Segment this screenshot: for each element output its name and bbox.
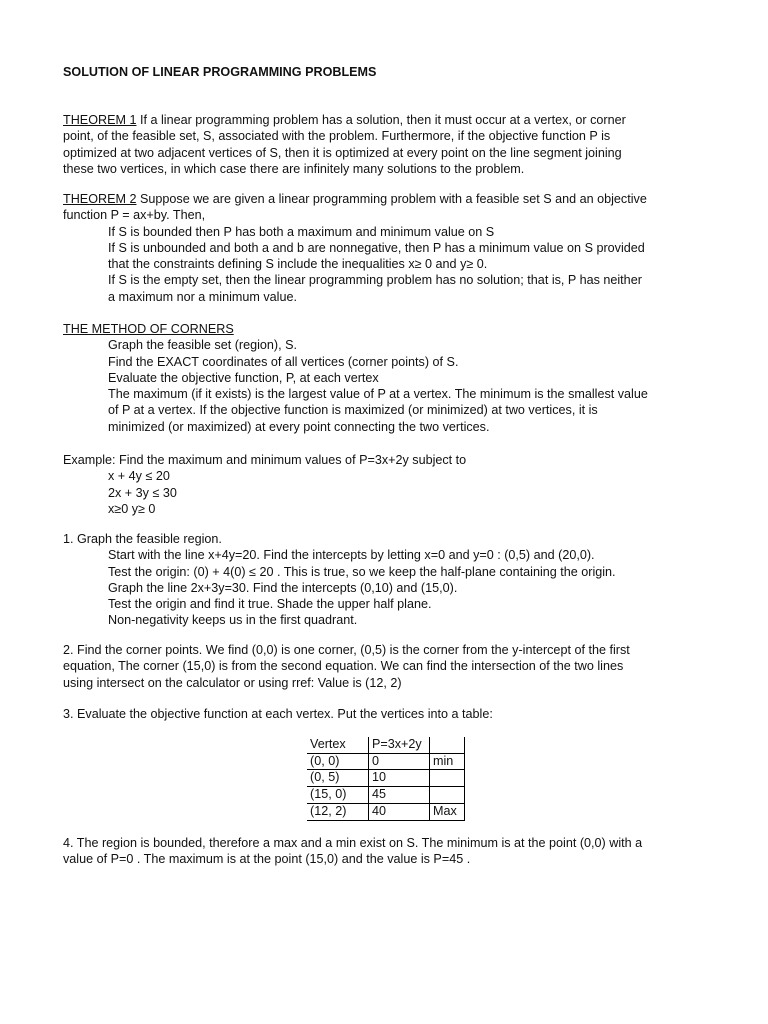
theorem-2-line: THEOREM 2 Suppose we are given a linear programming problem with a feasible set S and an objective [63, 192, 647, 206]
table-row [307, 753, 465, 770]
table-cell: Max [430, 803, 465, 820]
step-1 [63, 531, 713, 629]
step-2 [63, 642, 713, 691]
step-2-line: equation, The corner (15,0) is from the second equation. We can find the intersection of the two lines [63, 659, 624, 674]
theorem-1-line: THEOREM 1 If a linear programming problem has a solution, then it must occur at a vertex, or corner [63, 113, 626, 127]
table-cell [430, 787, 465, 804]
table-row [307, 770, 465, 787]
step-1-heading: 1. Graph the feasible region. [63, 532, 222, 546]
step-1-item: Test the origin: (0) + 4(0) ≤ 20 . This is true, so we keep the half-plane containing the origin. [108, 564, 616, 579]
theorem-1-line: point, of the feasible set, S, associated with the problem. Furthermore, if the objective function P is [63, 129, 611, 144]
theorem-2-item: that the constraints defining S include the inequalities x≥ 0 and y≥ 0. [108, 257, 488, 272]
table-cell: (0, 5) [307, 770, 369, 787]
theorem-1-line: these two vertices, in which case there are infinitely many solutions to the problem. [63, 161, 525, 176]
method-item: Evaluate the objective function, P, at each vertex [108, 370, 379, 385]
table-cell: min [430, 753, 465, 770]
table-cell [430, 770, 465, 787]
example-intro: Example: Find the maximum and minimum values of P=3x+2y subject to [63, 453, 467, 467]
example-constraint: x≥0 y≥ 0 [108, 501, 156, 516]
method-item: The maximum (if it exists) is the largest value of P at a vertex. The minimum is the smallest value [108, 387, 648, 402]
theorem-2-heading: THEOREM 2 [63, 192, 137, 206]
method-item: Graph the feasible set (region), S. [108, 338, 298, 353]
step-4-line: 4. The region is bounded, therefore a max and a min exist on S. The minimum is at the point (0,0) with a [63, 836, 643, 850]
step-1-item: Start with the line x+4y=20. Find the intercepts by letting x=0 and y=0 : (0,5) and (20,0). [108, 548, 595, 563]
example-constraint: 2x + 3y ≤ 30 [108, 485, 177, 500]
table-cell: 40 [369, 803, 430, 820]
table-row [307, 787, 465, 804]
step-2-line: using intersect on the calculator or using rref: Value is (12, 2) [63, 675, 402, 690]
table-header-row [307, 737, 465, 753]
table-cell: (12, 2) [307, 803, 369, 820]
table-cell: 45 [369, 787, 430, 804]
table-cell: 10 [369, 770, 430, 787]
method-item: Find the EXACT coordinates of all vertices (corner points) of S. [108, 354, 459, 369]
theorem-1 [63, 112, 713, 177]
table-header-cell: Vertex [307, 737, 369, 753]
theorem-2-line: function P = ax+by. Then, [63, 208, 206, 223]
step-1-item: Non-negativity keeps us in the first quadrant. [108, 613, 358, 628]
step-3 [63, 706, 713, 722]
theorem-2-item: If S is bounded then P has both a maximum and minimum value on S [108, 224, 495, 239]
theorem-2-item: If S is the empty set, then the linear programming problem has no solution; that is, P has neither [108, 273, 642, 288]
vertex-table [307, 737, 465, 821]
page-title: SOLUTION OF LINEAR PROGRAMMING PROBLEMS [63, 65, 377, 79]
table-cell: (15, 0) [307, 787, 369, 804]
step-4-line: value of P=0 . The maximum is at the point (15,0) and the value is P=45 . [63, 852, 471, 867]
table-cell: (0, 0) [307, 753, 369, 770]
theorem-2 [63, 191, 713, 305]
step-4 [63, 835, 713, 868]
method-of-corners [63, 321, 713, 435]
step-3-heading: 3. Evaluate the objective function at each vertex. Put the vertices into a table: [63, 707, 493, 721]
theorem-2-item: a maximum nor a minimum value. [108, 289, 297, 304]
example-constraint: x + 4y ≤ 20 [108, 469, 170, 484]
theorem-1-heading: THEOREM 1 [63, 113, 137, 127]
method-item: minimized (or maximized) at every point connecting the two vertices. [108, 419, 490, 434]
example [63, 452, 713, 517]
step-2-line: 2. Find the corner points. We find (0,0) is one corner, (0,5) is the corner from the y-intercept of the first [63, 643, 630, 657]
method-heading: THE METHOD OF CORNERS [63, 322, 234, 336]
step-1-item: Graph the line 2x+3y=30. Find the intercepts (0,10) and (15,0). [108, 580, 458, 595]
table-row [307, 803, 465, 820]
table-header-cell: P=3x+2y [369, 737, 430, 753]
table-cell: 0 [369, 753, 430, 770]
theorem-1-line: optimized at two adjacent vertices of S, then it is optimized at every point on the line segment joining [63, 145, 622, 160]
step-1-item: Test the origin and find it true. Shade the upper half plane. [108, 597, 432, 612]
theorem-2-item: If S is unbounded and both a and b are nonnegative, then P has a minimum value on S provided [108, 240, 645, 255]
table-header-cell [430, 737, 465, 753]
method-item: of P at a vertex. If the objective function is maximized (or minimized) at two vertices, it is [108, 403, 598, 418]
